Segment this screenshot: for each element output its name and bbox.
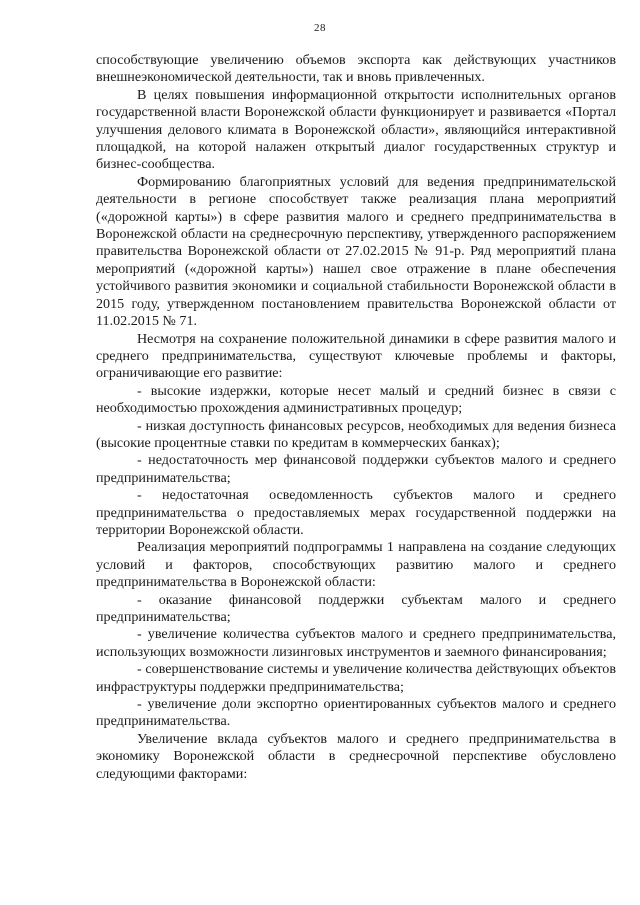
list-item-leasing: - увеличение количества субъектов малого и среднего предпринимательства, использующих возможности лизинговых инструментов и заемного финансирования; xyxy=(96,626,616,660)
paragraph-roadmap: Формированию благоприятных условий для ведения предпринимательской деятельности в регионе способствует также реализация плана мероприятий («дорожной карты») в сфере развития малого и среднего предпринимательства в Воронежской области на среднесрочную перспективу, утвержденного распоряжением правительства Воронежской области от 27.02.2015 № 91-р. Ряд мероприятий плана мероприятий («дорожной карты») нашел свое отражение в плане обеспечения устойчивого развития экономики и социальной стабильности Воронежской области в 2015 году, утвержденном постановлением правительства Воронежской области от 11.02.2015 № 71. xyxy=(96,173,616,330)
list-item-high-costs: - высокие издержки, которые несет малый и средний бизнес в связи с необходимостью прохождения административных процедур; xyxy=(96,382,616,417)
paragraph-problems-intro: Несмотря на сохранение положительной динамики в сфере развития малого и среднего предпринимательства, существуют ключевые проблемы и факторы, ограничивающие его развитие: xyxy=(96,330,616,382)
list-item-infrastructure: - совершенствование системы и увеличение количества действующих объектов инфраструктуры поддержки предпринимательства; xyxy=(96,661,616,695)
page-number: 28 xyxy=(314,22,326,34)
list-item-insufficient-awareness: - недостаточная осведомленность субъектов малого и среднего предпринимательства о предоставляемых мерах государственной поддержки на территории Воронежской области. xyxy=(96,487,616,538)
paragraph-contribution-factors: Увеличение вклада субъектов малого и среднего предпринимательства в экономику Воронежской области в среднесрочной перспективе обусловлено следующими факторами: xyxy=(96,730,616,782)
list-item-low-financing-access: - низкая доступность финансовых ресурсов, необходимых для ведения бизнеса (высокие процентные ставки по кредитам в коммерческих банках); xyxy=(96,417,616,451)
list-item-financial-support: - оказание финансовой поддержки субъектам малого и среднего предпринимательства; xyxy=(96,591,616,625)
paragraph-export-continuation: способствующие увеличению объемов экспорта как действующих участников внешнеэкономической деятельности, так и вновь привлеченных. xyxy=(96,52,616,86)
paragraph-portal: В целях повышения информационной открытости исполнительных органов государственной власти Воронежской области функционирует и развивается «Портал улучшения делового климата в Воронежской области», являющийся интерактивной площадкой, на которой налажен открытый диалог государственных структур и бизнес-сообщества. xyxy=(96,86,616,173)
list-item-insufficient-support: - недостаточность мер финансовой поддержки субъектов малого и среднего предпринимательства; xyxy=(96,452,616,486)
list-item-export-share: - увеличение доли экспортно ориентированных субъектов малого и среднего предпринимательства. xyxy=(96,696,616,730)
paragraph-subprogram-goals: Реализация мероприятий подпрограммы 1 направлена на создание следующих условий и факторов, способствующих развитию малого и среднего предпринимательства в Воронежской области: xyxy=(96,539,616,591)
document-body xyxy=(96,52,616,783)
